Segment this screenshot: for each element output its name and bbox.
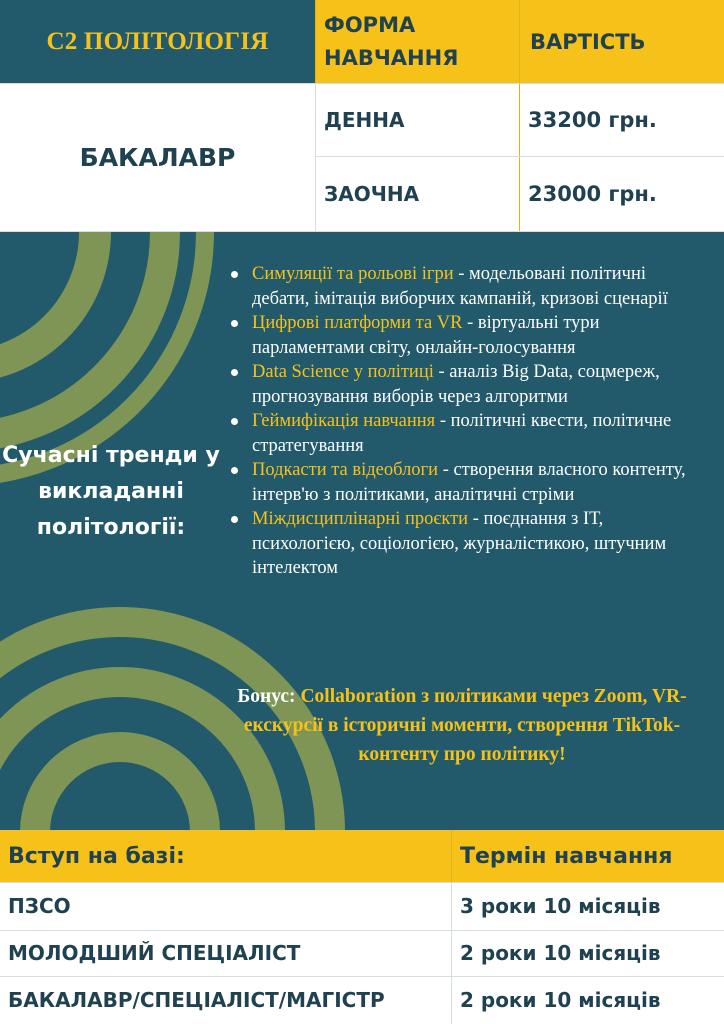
price-part-time: 23000 грн. (528, 182, 657, 206)
degree-level: БАКАЛАВР (79, 143, 236, 172)
list-item (229, 311, 699, 360)
bonus-label: Бонус: (237, 686, 296, 707)
admission-basis: БАКАЛАВР/СПЕЦІАЛІСТ/МАГІСТР (8, 988, 385, 1012)
trend-description: - віртуальні тури парламентами світу, онлайн-голосування (252, 313, 600, 358)
trends-heading: Сучасні тренди у викладанні політології: (2, 443, 220, 540)
program-title: С2 ПОЛІТОЛОГІЯ (46, 27, 269, 55)
admission-basis: ПЗСО (8, 894, 71, 918)
study-term: 2 роки 10 місяців (460, 941, 661, 965)
trend-description: - аналіз Big Data, соцмереж, прогнозування виборів через алгоритми (252, 362, 660, 407)
divider (0, 83, 724, 84)
cost-header-cell (520, 0, 724, 83)
trend-description: - створення власного контенту, інтерв'ю з політиками, аналітичні стріми (252, 460, 686, 505)
divider (0, 976, 724, 977)
study-form-cell (316, 84, 519, 156)
admission-basis: МОЛОДШИЙ СПЕЦІАЛІСТ (8, 941, 301, 965)
study-term: 2 роки 10 місяців (460, 988, 661, 1012)
trend-highlight: Data Science у політиці (252, 362, 434, 382)
divider (451, 830, 452, 882)
divider (316, 156, 724, 157)
trend-description: - політичні квести, політичне стратегування (252, 411, 672, 456)
arc-ring (0, 232, 95, 367)
form-header: ФОРМА НАВЧАННЯ (324, 12, 459, 70)
trends-list (229, 262, 699, 581)
trend-description: - модельовані політичні дебати, імітація виборчих кампаній, кризові сценарії (252, 264, 668, 309)
cost-header: ВАРТІСТЬ (530, 29, 646, 54)
bonus-text: Collaboration з політиками через Zoom, VR-екскурсії в історичні моменти, створення TikTok-контенту про політику! (243, 686, 687, 765)
term-column-header: Термін навчання (460, 843, 673, 869)
divider (0, 882, 724, 883)
program-title-cell (0, 0, 315, 83)
trend-highlight: Цифрові платформи та VR (252, 313, 463, 333)
form-header-cell (316, 0, 519, 83)
trends-banner (0, 232, 724, 830)
list-item (229, 262, 699, 311)
trend-highlight: Подкасти та відеоблоги (252, 460, 439, 480)
divider (451, 882, 452, 1024)
divider (315, 84, 316, 231)
study-form-full-time: ДЕННА (324, 108, 405, 132)
admission-table (0, 830, 724, 1024)
arc-ring (35, 747, 205, 830)
price-cell (520, 84, 724, 156)
degree-level-cell (0, 84, 315, 231)
divider (0, 930, 724, 931)
study-term: 3 роки 10 місяців (460, 894, 661, 918)
price-cell (520, 157, 724, 231)
trend-description: - поєднання з ІТ, психологією, соціологією, журналістикою, штучним інтелектом (252, 509, 667, 578)
divider (519, 0, 520, 83)
list-item (229, 458, 699, 507)
list-item (229, 360, 699, 409)
divider (315, 0, 316, 83)
basis-column-header: Вступ на базі: (8, 843, 185, 869)
study-form-part-time: ЗАОЧНА (324, 182, 420, 206)
tuition-table (0, 0, 724, 232)
list-item (229, 507, 699, 581)
divider (519, 84, 520, 231)
trend-highlight: Симуляції та рольові ігри (252, 264, 454, 284)
trend-highlight: Геймифікація навчання (252, 411, 436, 431)
list-item (229, 409, 699, 458)
trend-highlight: Міждисциплінарні проєкти (252, 509, 469, 529)
price-full-time: 33200 грн. (528, 108, 657, 132)
bonus-note (210, 682, 714, 769)
study-form-cell (316, 157, 519, 231)
